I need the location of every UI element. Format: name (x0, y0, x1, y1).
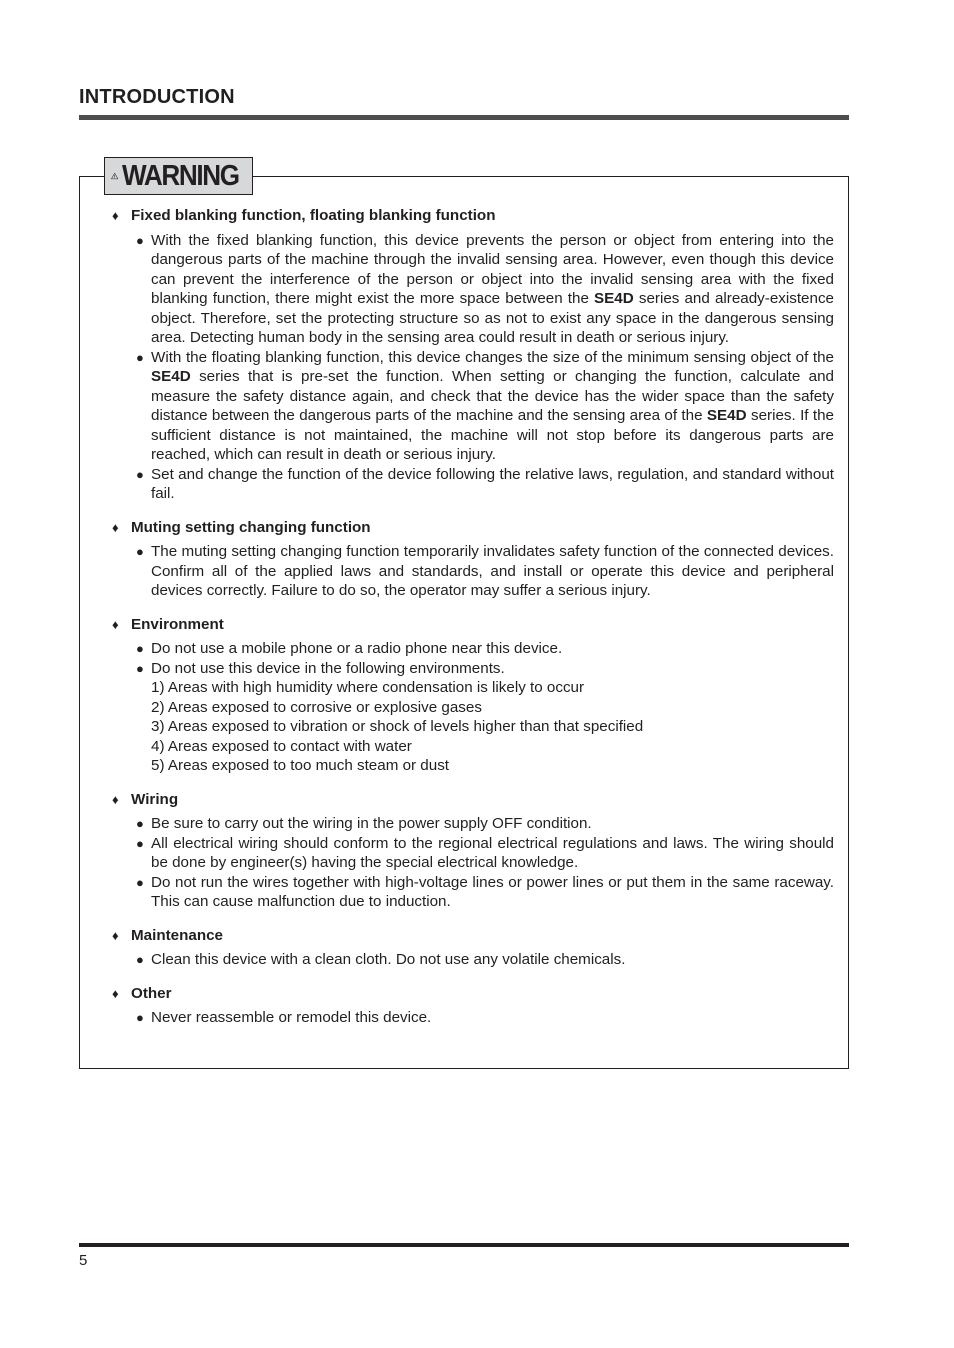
page-title: INTRODUCTION (79, 86, 235, 108)
section-maintenance (112, 926, 834, 970)
bullet-icon: ● (136, 874, 144, 890)
sub-list-item: 5) Areas exposed to too much steam or dust (151, 757, 450, 774)
page-number: 5 (79, 1252, 88, 1269)
section-heading-text: Muting setting changing function (131, 518, 371, 536)
list-item-text: All electrical wiring should conform to the regional electrical regulations and laws. The wiring should be done by engineer(s) having the special electrical knowledge. (151, 834, 834, 871)
list-item (112, 834, 834, 873)
list-item-text: With the fixed blanking function, this device prevents the person or object from entering into the dangerous parts of the machine through the invalid sensing area. However, even though this device can prevent the interference of the person or object into the invalid sensing area with the fixed blanking function, there might exist the more space between the SE4D series and already-existence object. Therefore, set the protecting structure so as not to exist any space in the dangerous sensing area. Detecting human body in the sensing area could result in death or serious injury. (151, 231, 834, 346)
section-heading (112, 984, 834, 1004)
list-item (112, 873, 834, 912)
warning-triangle-icon (111, 164, 118, 188)
bullet-icon: ● (136, 660, 144, 676)
list-item-text: Set and change the function of the device following the relative laws, regulation, and standard without fail. (151, 465, 834, 502)
diamond-icon: ♦ (112, 616, 119, 632)
section-heading (112, 615, 834, 635)
section-heading-text: Environment (131, 615, 224, 633)
bullet-icon: ● (136, 232, 144, 248)
list-item-text: Do not use a mobile phone or a radio phone near this device. (151, 640, 563, 657)
section-heading (112, 926, 834, 946)
sub-list-item: 3) Areas exposed to vibration or shock of levels higher than that specified (151, 718, 644, 735)
list-item-text: With the floating blanking function, this device changes the size of the minimum sensing object of the SE4D series that is pre-set the function. When setting or changing the function, calculate and measure the safety distance again, and check that the device has the wider space than the safety distance between the dangerous parts of the machine and the sensing area of the SE4D series. If the sufficient distance is not maintained, the machine will not stop before its dangerous parts are reached, which can result in death or serious injury. (151, 348, 834, 463)
list-item (112, 231, 834, 348)
section-heading-text: Maintenance (131, 926, 223, 944)
section-heading-text: Other (131, 984, 172, 1002)
sub-list-item: 1) Areas with high humidity where condensation is likely to occur (151, 679, 585, 696)
list-item (112, 950, 834, 970)
section-heading-text: Fixed blanking function, floating blanking function (131, 207, 496, 224)
bullet-icon: ● (136, 952, 144, 967)
warning-label (104, 157, 253, 195)
list-item (112, 465, 834, 504)
section-heading (112, 206, 834, 226)
list-item (112, 814, 834, 834)
header-rule (79, 115, 849, 120)
list-item-text: Do not use this device in the following environments. (151, 659, 505, 677)
bullet-icon: ● (136, 835, 144, 851)
section-environment (112, 615, 834, 776)
list-item (112, 348, 834, 465)
section-heading (112, 518, 834, 538)
section-other (112, 984, 834, 1028)
footer-rule (79, 1243, 849, 1247)
sub-list-item: 2) Areas exposed to corrosive or explosive gases (151, 698, 482, 716)
list-item (112, 659, 834, 679)
list-item-text: The muting setting changing function temporarily invalidates safety function of the connected devices. Confirm all of the applied laws and standards, and install or operate this device and peripheral devices correctly. Failure to do so, the operator may suffer a serious injury. (151, 543, 834, 599)
diamond-icon: ♦ (112, 985, 119, 1001)
section-wiring (112, 790, 834, 912)
list-item-text: Be sure to carry out the wiring in the power supply OFF condition. (151, 815, 592, 832)
list-item-text: Do not run the wires together with high-voltage lines or power lines or put them in the same raceway. This can cause malfunction due to induction. (151, 873, 834, 910)
section-blanking (112, 206, 834, 504)
section-heading-text: Wiring (131, 790, 179, 808)
list-item-text: Clean this device with a clean cloth. Do not use any volatile chemicals. (151, 951, 626, 968)
bullet-icon: ● (136, 816, 144, 831)
list-item (112, 639, 834, 659)
bullet-icon: ● (136, 641, 144, 656)
diamond-icon: ♦ (112, 519, 119, 535)
bullet-icon: ● (136, 466, 144, 482)
list-item (112, 1008, 834, 1028)
warning-content (112, 206, 834, 1042)
bullet-icon: ● (136, 349, 144, 365)
list-item-text: Never reassemble or remodel this device. (151, 1009, 432, 1026)
section-muting (112, 518, 834, 601)
warning-word: WARNING (122, 159, 240, 192)
diamond-icon: ♦ (112, 208, 119, 223)
bullet-icon: ● (136, 544, 144, 559)
list-item (112, 542, 834, 601)
sub-list-item: 4) Areas exposed to contact with water (151, 737, 412, 755)
section-heading (112, 790, 834, 810)
diamond-icon: ♦ (112, 791, 119, 807)
bullet-icon: ● (136, 1010, 144, 1025)
diamond-icon: ♦ (112, 927, 119, 943)
